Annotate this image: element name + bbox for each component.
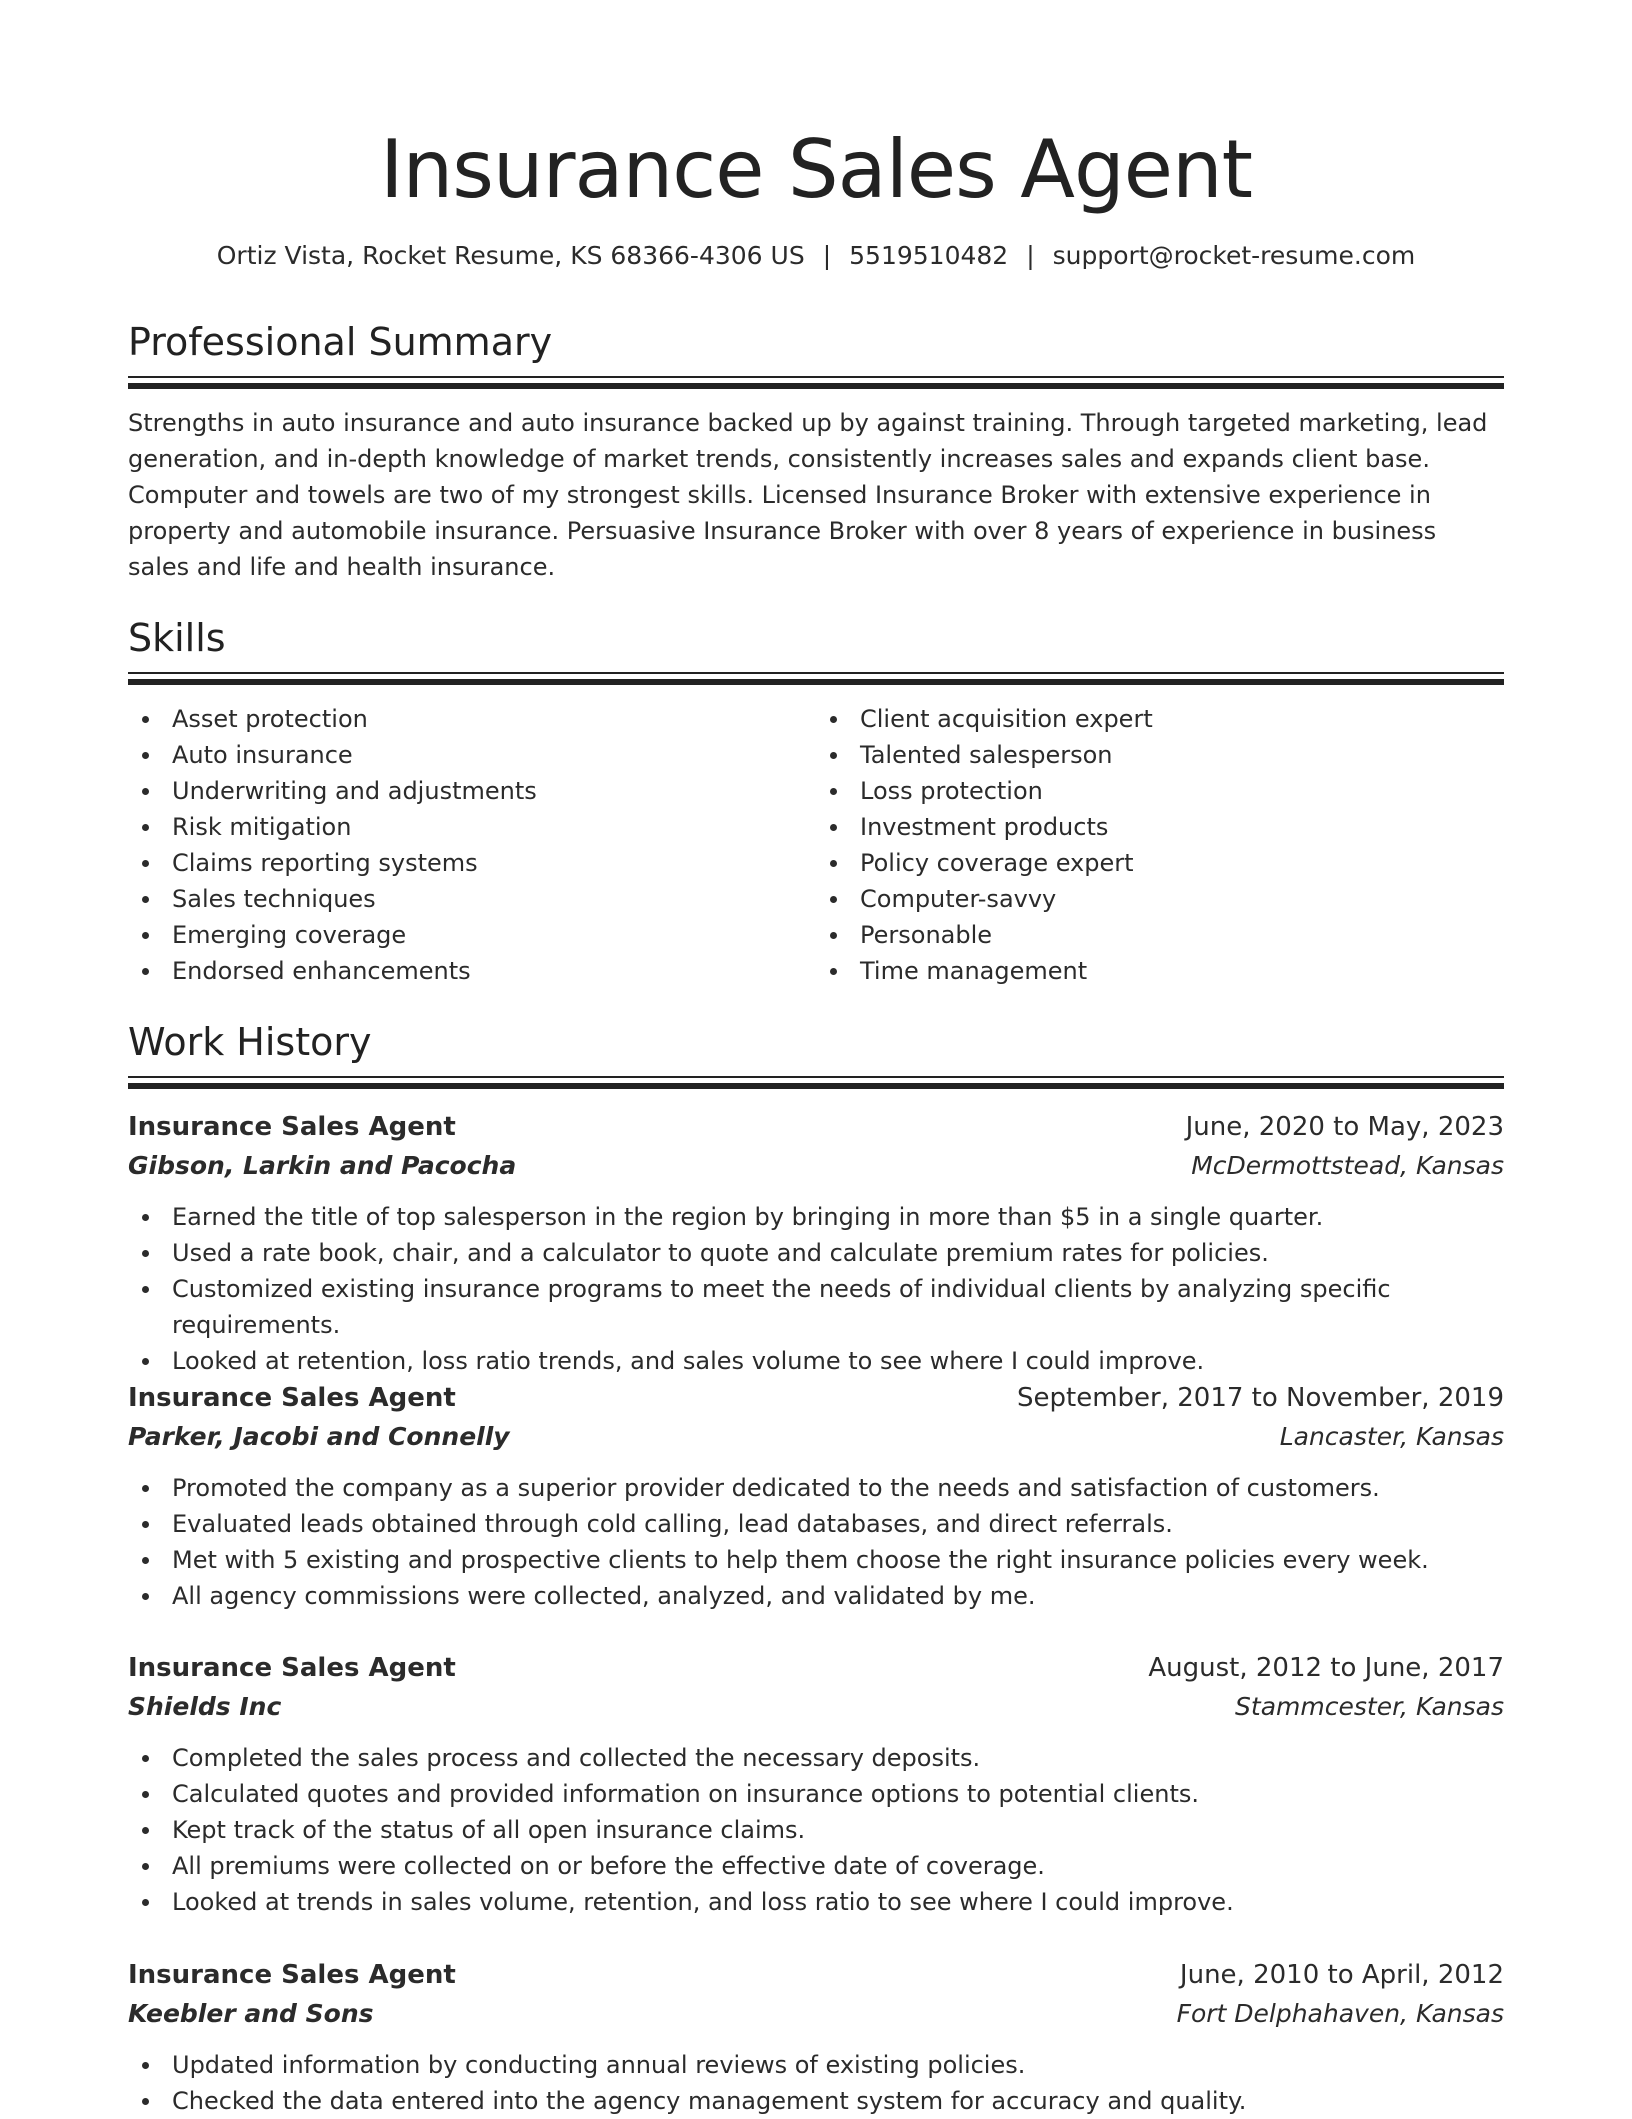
- work-history-section: [128, 1018, 1504, 1089]
- job-title: Insurance Sales Agent: [128, 1960, 456, 1990]
- contact-email: support@rocket-resume.com: [1052, 241, 1416, 270]
- job-bullet: Completed the sales process and collected the necessary deposits.: [172, 1740, 1504, 1776]
- section-rule: [128, 672, 1504, 674]
- job-bullet: Met with 5 existing and prospective clients to help them choose the right insurance policies every week.: [172, 1542, 1504, 1578]
- skill-item: Talented salesperson: [860, 737, 1504, 773]
- work-history-heading: Work History: [128, 1020, 372, 1064]
- job-location: Lancaster, Kansas: [1279, 1422, 1504, 1451]
- section-rule: [128, 376, 1504, 378]
- job-location: Stammcester, Kansas: [1235, 1692, 1504, 1721]
- contact-address: Ortiz Vista, Rocket Resume, KS 68366-4306 US: [216, 241, 805, 270]
- summary-section: [128, 318, 1504, 585]
- skill-item: Auto insurance: [172, 737, 816, 773]
- job-company: Keebler and Sons: [128, 1999, 374, 2028]
- job-entry: [128, 1648, 1504, 1920]
- job-bullet: Calculated quotes and provided information on insurance options to potential clients.: [172, 1776, 1504, 1812]
- job-bullet: Customized existing insurance programs to meet the needs of individual clients by analyzing specific requirements.: [172, 1271, 1504, 1343]
- skill-item: Time management: [860, 953, 1504, 989]
- job-entry: [128, 1955, 1504, 2119]
- job-entry: [128, 1378, 1504, 1614]
- skill-item: Personable: [860, 917, 1504, 953]
- job-bullet: Used a rate book, chair, and a calculator to quote and calculate premium rates for policies.: [172, 1235, 1504, 1271]
- job-dates: June, 2010 to April, 2012: [1179, 1960, 1504, 1990]
- job-bullet: Updated information by conducting annual reviews of existing policies.: [172, 2047, 1504, 2083]
- job-bullet: Evaluated leads obtained through cold calling, lead databases, and direct referrals.: [172, 1506, 1504, 1542]
- contact-separator: |: [822, 241, 832, 270]
- job-bullet: Kept track of the status of all open insurance claims.: [172, 1812, 1504, 1848]
- skill-item: Loss protection: [860, 773, 1504, 809]
- job-bullet: All premiums were collected on or before the effective date of coverage.: [172, 1848, 1504, 1884]
- job-header: [128, 1378, 1504, 1418]
- job-dates: June, 2020 to May, 2023: [1185, 1112, 1504, 1142]
- job-company: Gibson, Larkin and Pacocha: [128, 1151, 517, 1180]
- contact-phone: 5519510482: [849, 241, 1009, 270]
- skills-section: [128, 614, 1504, 989]
- contact-separator: |: [1026, 241, 1035, 270]
- skill-item: Emerging coverage: [172, 917, 816, 953]
- job-dates: August, 2012 to June, 2017: [1148, 1653, 1504, 1683]
- job-bullet: Looked at trends in sales volume, retention, and loss ratio to see where I could improve.: [172, 1884, 1504, 1920]
- skills-heading: Skills: [128, 616, 226, 660]
- job-header: [128, 1107, 1504, 1147]
- skill-item: Risk mitigation: [172, 809, 816, 845]
- job-subheader: [128, 1995, 1504, 2033]
- job-bullets: [128, 2047, 1504, 2119]
- job-bullet: Looked at retention, loss ratio trends, and sales volume to see where I could improve.: [172, 1343, 1504, 1379]
- skills-list-right: [816, 701, 1504, 989]
- section-rule-thick: [128, 383, 1504, 389]
- skill-item: Claims reporting systems: [172, 845, 816, 881]
- job-subheader: [128, 1147, 1504, 1185]
- section-rule: [128, 1076, 1504, 1078]
- job-header: [128, 1955, 1504, 1995]
- job-entry: [128, 1107, 1504, 1379]
- skill-item: Client acquisition expert: [860, 701, 1504, 737]
- skill-item: Sales techniques: [172, 881, 816, 917]
- section-rule-thick: [128, 1083, 1504, 1089]
- job-company: Shields Inc: [128, 1692, 282, 1721]
- skills-list-left: [128, 701, 816, 989]
- job-dates: September, 2017 to November, 2019: [1017, 1383, 1504, 1413]
- job-header: [128, 1648, 1504, 1688]
- job-location: Fort Delphahaven, Kansas: [1176, 1999, 1504, 2028]
- section-rule-thick: [128, 679, 1504, 685]
- job-company: Parker, Jacobi and Connelly: [128, 1422, 510, 1451]
- job-title: Insurance Sales Agent: [128, 1383, 456, 1413]
- skill-item: Policy coverage expert: [860, 845, 1504, 881]
- job-title: Insurance Sales Agent: [128, 1653, 456, 1683]
- job-bullets: [128, 1199, 1504, 1379]
- job-bullets: [128, 1470, 1504, 1614]
- skill-item: Asset protection: [172, 701, 816, 737]
- job-title: Insurance Sales Agent: [128, 1112, 456, 1142]
- skill-item: Computer-savvy: [860, 881, 1504, 917]
- contact-line: [128, 238, 1504, 274]
- job-bullet: Checked the data entered into the agency management system for accuracy and quality.: [172, 2083, 1504, 2119]
- skill-item: Underwriting and adjustments: [172, 773, 816, 809]
- summary-heading: Professional Summary: [128, 320, 553, 364]
- job-location: McDermottstead, Kansas: [1191, 1151, 1504, 1180]
- job-bullet: All agency commissions were collected, analyzed, and validated by me.: [172, 1578, 1504, 1614]
- resume-title: Insurance Sales Agent: [379, 123, 1253, 216]
- skills-grid: [128, 701, 1504, 989]
- summary-text: Strengths in auto insurance and auto insurance backed up by against training. Through targeted marketing, lead generation, and in-depth knowledge of market trends, consistently increases sales and expands client base. Computer and towels are two of my strongest skills. Licensed Insurance Broker with extensive experience in property and automobile insurance. Persuasive Insurance Broker with over 8 years of experience in business sales and life and health insurance.: [128, 409, 1488, 581]
- job-bullet: Promoted the company as a superior provider dedicated to the needs and satisfaction of customers.: [172, 1470, 1504, 1506]
- job-subheader: [128, 1418, 1504, 1456]
- skill-item: Endorsed enhancements: [172, 953, 816, 989]
- skill-item: Investment products: [860, 809, 1504, 845]
- job-subheader: [128, 1688, 1504, 1726]
- job-bullet: Earned the title of top salesperson in the region by bringing in more than $5 in a single quarter.: [172, 1199, 1504, 1235]
- job-bullets: [128, 1740, 1504, 1920]
